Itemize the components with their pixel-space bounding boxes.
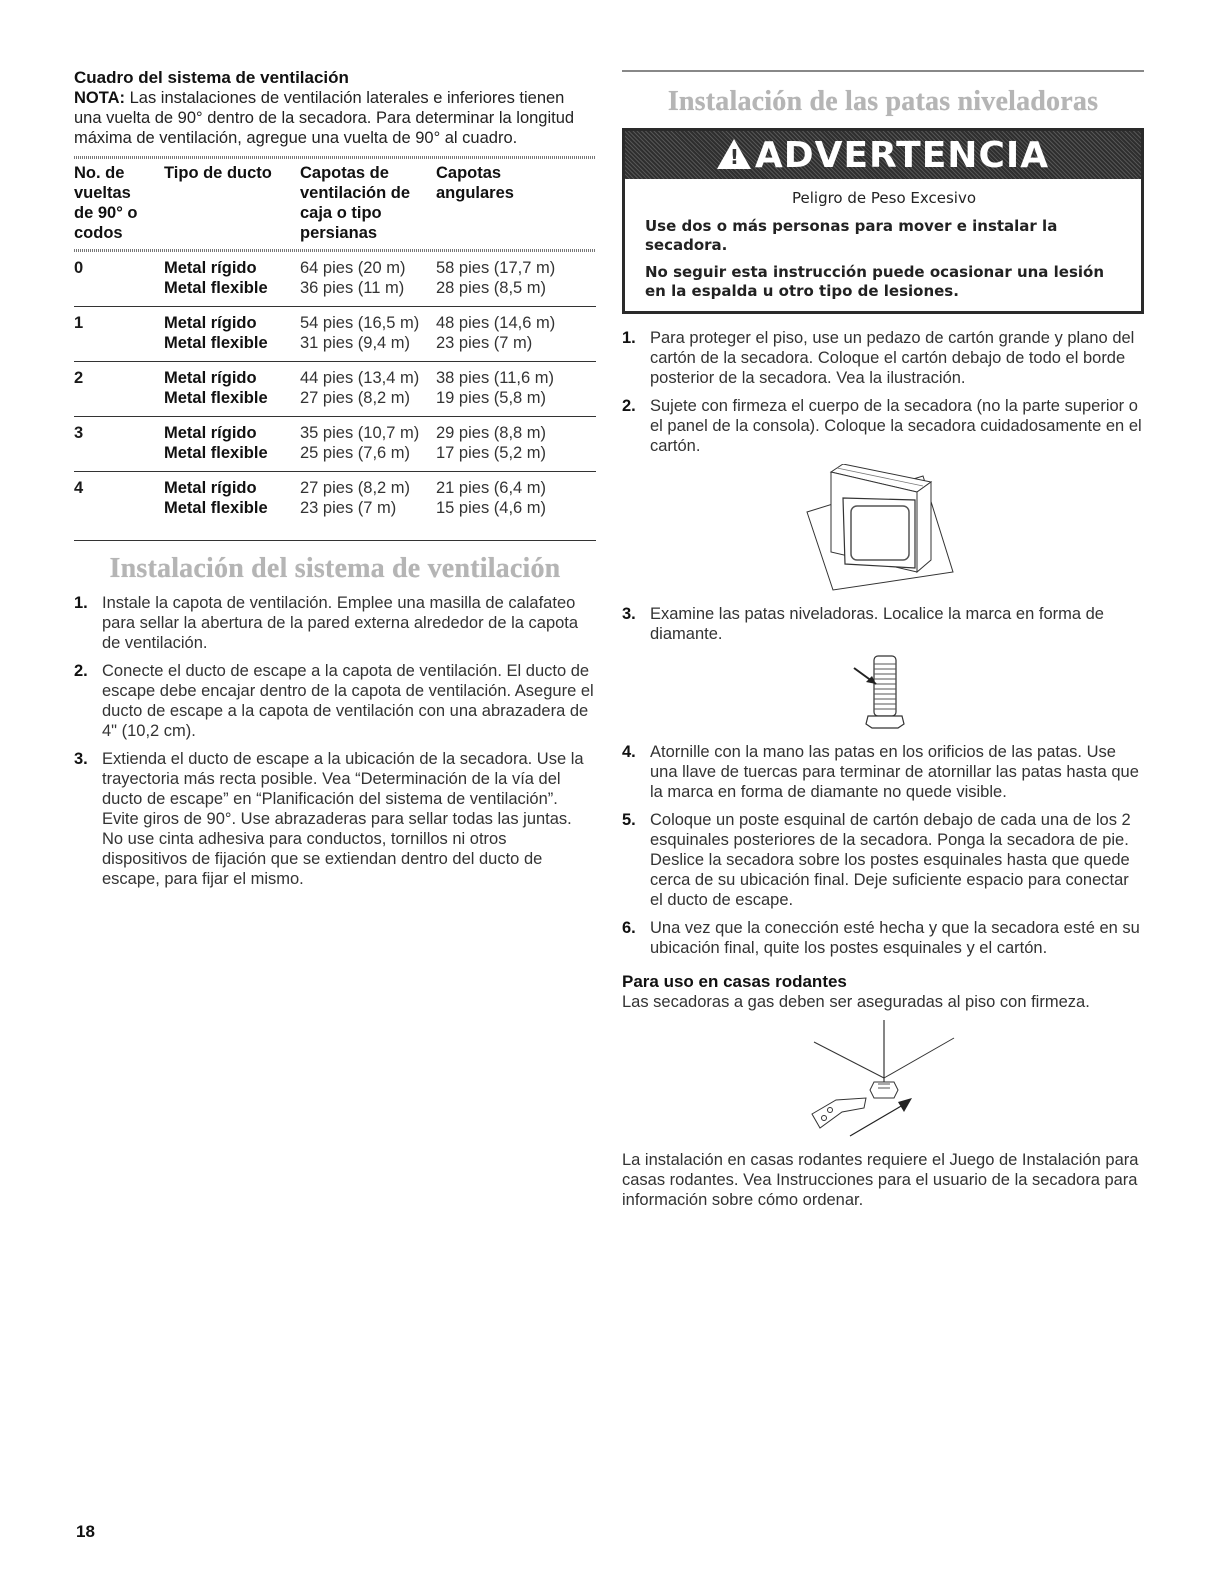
vent-install-steps — [74, 593, 596, 889]
mobile-home-heading: Para uso en casas rodantes — [622, 972, 847, 991]
list-item: 2. Conecte el ducto de escape a la capota de ventilación. El ducto de escape debe encajar dentro de la capota de ventilación. Asegure el ducto de escape a la capota de ventilación con una abrazadera de 4" (10,2 cm). — [74, 662, 594, 740]
list-item: 1. Instale la capota de ventilación. Emplee una masilla de calafateo para sellar la abertura de la pared externa alrededor de la capota de ventilación. — [74, 594, 579, 652]
venting-note — [74, 88, 596, 148]
list-item: 4. Atornille con la mano las patas en los orificios de las patas. Use una llave de tuercas para terminar de atornillar las patas hasta que la marca en forma de diamante no quede visible. — [622, 743, 1139, 801]
warning-triangle-icon — [717, 139, 751, 169]
warning-line-1: Use dos o más personas para mover e instalar la secadora. — [645, 217, 1058, 254]
list-item: 3. Examine las patas niveladoras. Localice la marca en forma de diamante. — [622, 605, 1104, 643]
section-divider — [622, 70, 1144, 72]
mobile-home-intro: Las secadoras a gas deben ser aseguradas al piso con firmeza. — [622, 993, 1090, 1011]
table-row: 4 Metal rígido Metal flexible 27 pies (8,2 m) 23 pies (7 m) 21 pies (6,4 m) 15 pies (4,6 m) — [74, 479, 547, 517]
warning-hazard: Peligro de Peso Excesivo — [792, 189, 976, 207]
venting-chart-heading: Cuadro del sistema de ventilación — [74, 68, 349, 87]
note-label: NOTA: — [74, 89, 126, 107]
venting-table — [74, 159, 596, 526]
list-item: 6. Una vez que la conección esté hecha y que la secadora esté en su ubicación final, quite los postes esquinales y el cartón. — [622, 919, 1140, 957]
mobile-home-note: La instalación en casas rodantes requiere el Juego de Instalación para casas rodantes. Vea Instrucciones para el usuario de la secadora para información sobre cómo ordenar. — [622, 1151, 1139, 1209]
leveling-steps-b — [622, 604, 1144, 644]
list-item: 5. Coloque un poste esquinal de cartón debajo de cada una de los 2 esquinales posteriores de la secadora. Ponga la secadora de pie. Deslice la secadora sobre los postes esquinales hasta que quede cerca de su ubicación final. Deje suficiente espacio para conectar el ducto de escape. — [622, 811, 1131, 909]
list-item: 1. Para proteger el piso, use un pedazo de cartón grande y plano del cartón de la secadora. Coloque el cartón debajo de todo el borde posterior de la secadora. Vea la ilustración. — [622, 329, 1135, 387]
header-angled-hoods: Capotas angulares — [436, 164, 514, 202]
section-title-vent-install: Instalación del sistema de ventilación — [109, 553, 561, 584]
header-box-hoods: Capotas de ventilación de caja o tipo persianas — [300, 164, 411, 242]
table-row: 3 Metal rígido Metal flexible 35 pies (10,7 m) 25 pies (7,6 m) 29 pies (8,8 m) 17 pies (5,2 m) — [74, 417, 596, 472]
section-divider — [74, 540, 596, 541]
left-column — [74, 68, 596, 897]
note-text: Las instalaciones de ventilación laterales e inferiores tienen una vuelta de 90° dentro de la secadora. Para determinar la longitud máxima de ventilación, agregue una vuelta de 90° al cuadro. — [74, 89, 575, 147]
right-column — [622, 70, 1144, 1218]
table-row: 0 Metal rígido Metal flexible 64 pies (20 m) 36 pies (11 m) 58 pies (17,7 m) 28 pies (8,5 m) — [74, 252, 596, 307]
table-header-row — [74, 159, 596, 249]
table-row: 2 Metal rígido Metal flexible 44 pies (13,4 m) 27 pies (8,2 m) 38 pies (11,6 m) 19 pies (5,8 m) — [74, 362, 596, 417]
warning-header — [625, 131, 1141, 179]
header-duct-type: Tipo de ducto — [164, 164, 272, 182]
warning-body — [625, 179, 1141, 311]
warning-line-2: No seguir esta instrucción puede ocasionar una lesión en la espalda u otro tipo de lesiones. — [645, 263, 1105, 300]
header-turns: No. de vueltas de 90° o codos — [74, 164, 138, 242]
list-item: 2. Sujete con firmeza el cuerpo de la secadora (no la parte superior o el panel de la consola). Coloque la secadora cuidadosamente en el cartón. — [622, 397, 1142, 455]
floor-bracket-icon — [808, 1020, 958, 1140]
warning-title: ADVERTENCIA — [754, 134, 1050, 176]
leveling-steps-a — [622, 328, 1144, 456]
dryer-icon — [803, 464, 963, 594]
section-title-leveling-legs: Instalación de las patas niveladoras — [667, 86, 1099, 117]
leveling-steps-c — [622, 742, 1144, 958]
page-number: 18 — [76, 1522, 95, 1541]
table-row: 1 Metal rígido Metal flexible 54 pies (16,5 m) 31 pies (9,4 m) 48 pies (14,6 m) 23 pies (7 m) — [74, 307, 596, 362]
leveling-leg-icon — [848, 652, 918, 732]
leveling-leg-illustration — [622, 652, 1144, 732]
warning-box — [622, 128, 1144, 314]
dryer-on-cardboard-illustration — [622, 464, 1144, 594]
list-item: 3. Extienda el ducto de escape a la ubicación de la secadora. Use la trayectoria más recta posible. Vea “Determinación de la vía del ducto de escape” en “Planificación del sistema de ventilación”. Evite giros de 90°. Use abrazaderas para sellar todas las juntas. No use cinta adhesiva para conductos, tornillos ni otros dispositivos de fijación que se extiendan dentro del ducto de escape, para fijar el mismo. — [74, 750, 584, 888]
mobile-home-bracket-illustration — [622, 1020, 1144, 1140]
